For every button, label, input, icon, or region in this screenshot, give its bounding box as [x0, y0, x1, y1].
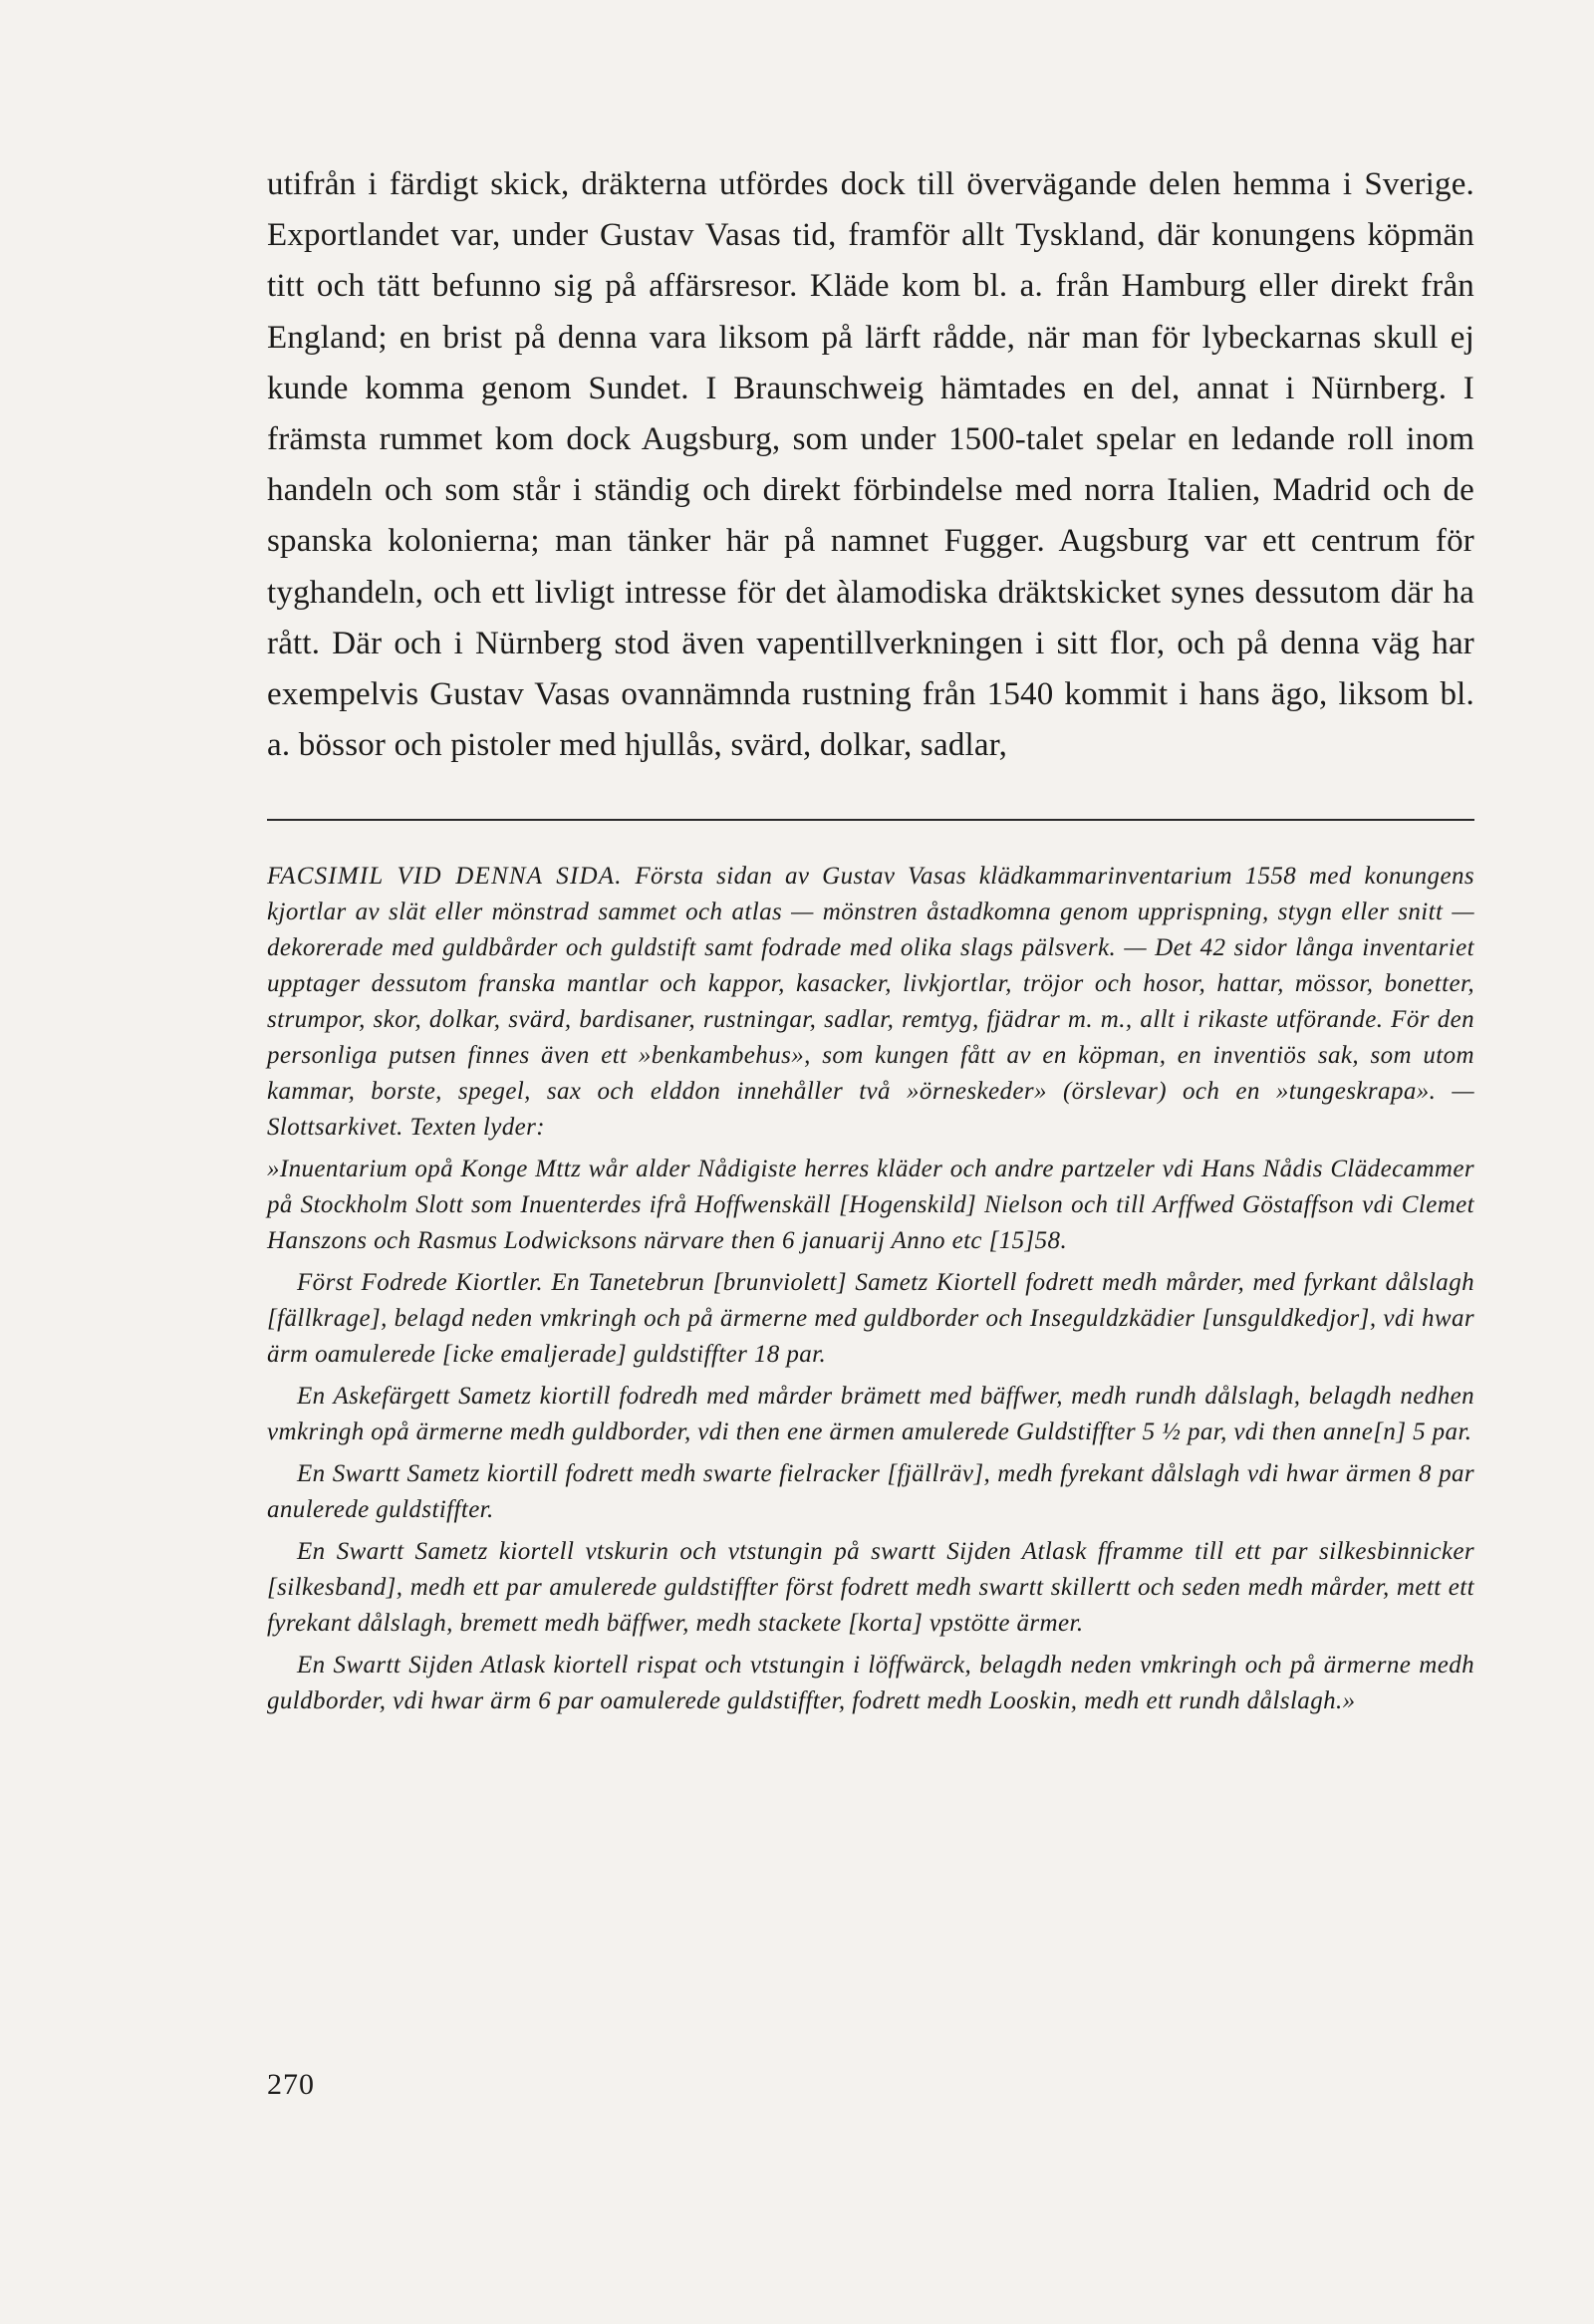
facsimile-caption — [267, 859, 1474, 1719]
caption-quote-4: En Swartt Sametz kiortill fodrett medh swarte fielracker [fjällräv], medh fyrekant dålslagh vdi hwar ärmen 8 par anulerede guldstiffter. — [267, 1460, 1474, 1524]
caption-quote-6: En Swartt Sijden Atlask kiortell rispat och vtstungin i löffwärck, belagdh neden vmkringh och på ärmerne medh guldborder, vdi hwar ärm 6 par oamulerede guldstiffter, fodrett medh Looskin, medh ett rundh dålslagh.» — [267, 1652, 1474, 1715]
body-paragraph: utifrån i färdigt skick, dräkterna utfördes dock till övervägande delen hemma i Sverige. Exportlandet var, under Gustav Vasas tid, framför allt Tyskland, där konungens köpmän titt och tätt befunno sig på affärsresor. Kläde kom bl. a. från Hamburg eller direkt från England; en brist på denna vara liksom på lärft rådde, när man för lybeckarnas skull ej kunde komma genom Sundet. I Braunschweig hämtades en del, annat i Nürnberg. I främsta rummet kom dock Augsburg, som under 1500-talet spelar en ledande roll inom handeln och som står i ständig och direkt förbindelse med norra Italien, Madrid och de spanska kolonierna; man tänker här på namnet Fugger. Augsburg var ett centrum för tyghandeln, och ett livligt intresse för det àlamodiska dräktskicket synes dessutom där ha rått. Där och i Nürnberg stod även vapentillverkningen i sitt flor, och på denna väg har exempelvis Gustav Vasas ovannämnda rustning från 1540 kommit i hans ägo, liksom bl. a. bössor och pistoler med hjullås, svärd, dolkar, sadlar, — [267, 166, 1474, 764]
caption-quote-5: En Swartt Sametz kiortell vtskurin och vtstungin på swartt Sijden Atlask fframme till ett par silkesbinnicker [silkesband], medh ett par amulerede guldstiffter först fodrett medh swartt skillertt och seden medh mårder, mett ett fyrekant dålslagh, bremett medh bäffwer, medh stackete [korta] vpstötte ärmer. — [267, 1538, 1474, 1638]
caption-intro — [267, 859, 1474, 1146]
page-number: 270 — [267, 2068, 315, 2101]
caption-intro-text: Första sidan av Gustav Vasas klädkammarinventarium 1558 med konungens kjortlar av slät eller mönstrad sammet och atlas — mönstren åstadkomna genom upprispning, stygn eller snitt — dekorerade med guldbårder och guldstift samt fodrade med olika slags pälsverk. — Det 42 sidor långa inventariet upptager dessutom franska mantlar och kappor, kasacker, livkjortlar, tröjor och hosor, hattar, mössor, bonetter, strumpor, skor, dolkar, svärd, bardisaner, rustningar, sadlar, remtyg, fjädrar m. m., allt i rikaste utförande. För den personliga putsen finnes även ett »benkambehus», som kungen fått av en köpman, en inventiös sak, som utom kammar, borste, spegel, sax och elddon innehåller två »örneskeder» (örslevar) och en »tungeskrapa». — Slottsarkivet. Texten lyder: — [267, 863, 1474, 1142]
page-content — [267, 159, 1474, 1725]
caption-quote-3: En Askefärgett Sametz kiortill fodredh med mårder brämett med bäffwer, medh rundh dålslagh, belagdh nedhen vmkringh opå ärmerne medh guldborder, vdi then ene ärmen amulerede Guldstiffter 5 ½ par, vdi then anne[n] 5 par. — [267, 1383, 1474, 1446]
caption-quote-2: Först Fodrede Kiortler. En Tanetebrun [brunviolett] Sametz Kiortell fodrett medh mårder, med fyrkant dålslagh [fällkrage], belagd neden vmkringh och på ärmerne med guldborder och Inseguldzkädier [unsguldkedjor], vdi hwar ärm oamulerede [icke emaljerade] guldstiffter 18 par. — [267, 1269, 1474, 1369]
main-text — [267, 159, 1474, 771]
caption-quote-1: »Inuentarium opå Konge Mttz wår alder Nådigiste herres kläder och andre partzeler vdi Hans Nådis Clädecammer på Stockholm Slott som Inuenterdes ifrå Hoffwenskäll [Hogenskild] Nielson och till Arffwed Göstaffson vdi Clemet Hanszons och Rasmus Lodwicksons närvare then 6 januarij Anno etc [15]58. — [267, 1156, 1474, 1255]
separator-rule — [267, 819, 1474, 821]
caption-lead: FACSIMIL VID DENNA SIDA. — [267, 863, 623, 891]
